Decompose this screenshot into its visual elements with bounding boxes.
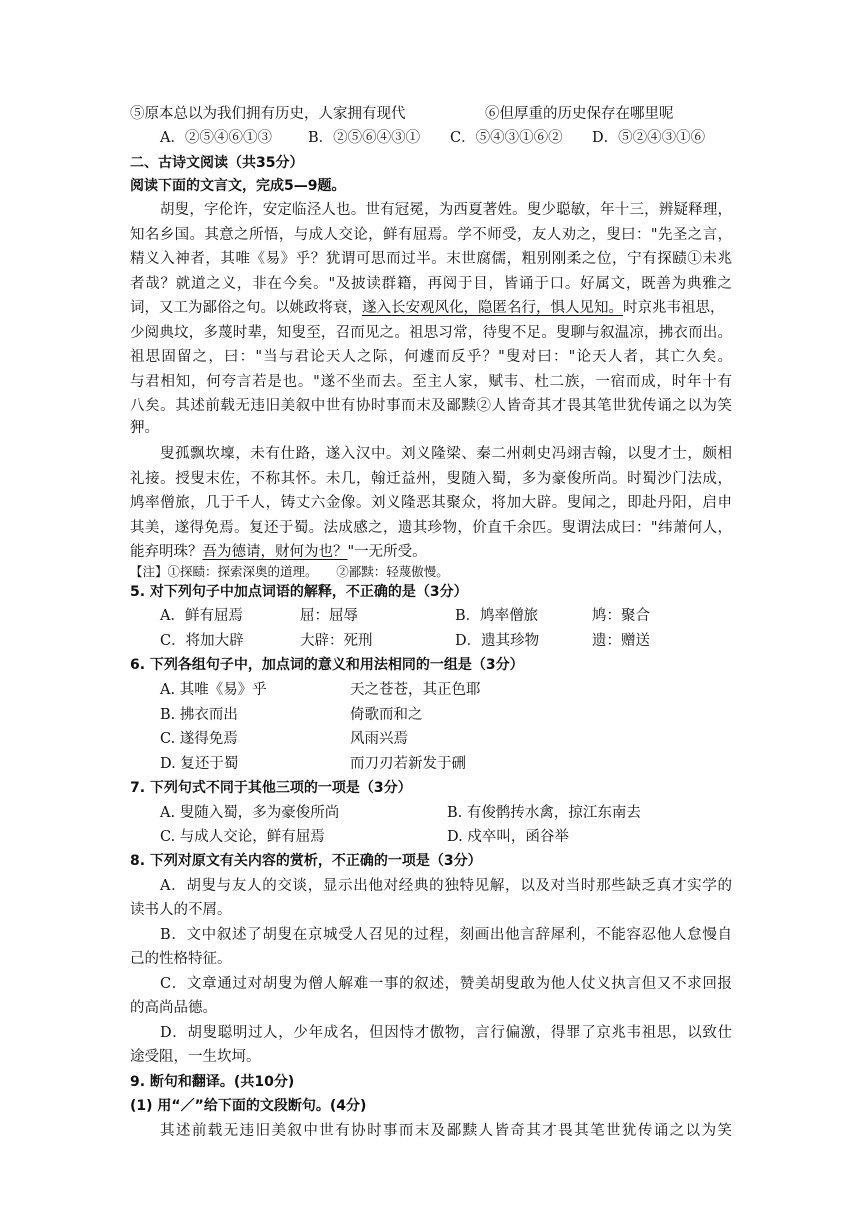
q5-option-d-gloss: 遗：赠送 — [592, 633, 650, 649]
q6-pair-a-left: A. 其唯《易》乎 — [160, 682, 267, 698]
q8-option-a: A．胡叟与友人的交谈，显示出他对经典的独特见解，以及对当时那些缺乏真才实学的 — [160, 878, 732, 894]
passage-line: 八矣。其述前载无违旧美叙中世有协时事而末及鄙黩②人皆奇其才畏其笔世犹传诵之以为笑 — [130, 398, 732, 414]
passage-line: 少阅典坟，多蔑时辈，知叟至，召而见之。祖思习常，待叟不足。叟聊与叙温凉，拂衣而出。 — [130, 325, 732, 341]
q4-item-6: ⑥但厚重的历史保存在哪里呢 — [485, 106, 674, 122]
q5-option-b-gloss: 鸠：聚合 — [592, 608, 650, 624]
passage-line: 叟孤飘坎壈，未有仕路，遂入汉中。刘义隆梁、秦二州刺史冯翊吉翰，以叟才士，颇相 — [160, 446, 732, 462]
underlined-sentence-1: 遂入长安观风化，隐匿名行，惧人见知。 — [362, 300, 623, 316]
passage-line: 者哉？就道之义，非在今矣。"及披读群籍，再阅于目，皆诵于口。好属文，既善为典雅之 — [130, 276, 732, 292]
q6-pair-a-right: 天之苍苍，其正色耶 — [350, 682, 481, 698]
passage-note: 【注】①探赜：探索深奥的道理。 ②鄙黩：轻蔑傲慢。 — [130, 564, 449, 579]
q8-option-a-cont: 读书人的不屑。 — [130, 902, 232, 918]
q8-option-d: D．胡叟聪明过人，少年成名，但因恃才傲物，言行偏激，得罪了京兆韦祖思，以致仕 — [160, 1025, 732, 1041]
passage-instruction: 阅读下面的文言文，完成5—9题。 — [130, 178, 346, 194]
q8-option-c-cont: 的高尚品德。 — [130, 1000, 217, 1016]
q5-stem: 5. 对下列句子中加点词语的解释，不正确的是（3分） — [130, 584, 468, 600]
q6-pair-d-right: 而刀刃若新发于硎 — [350, 756, 466, 772]
q4-item-5: ⑤原本总以为我们拥有历史，人家拥有现代 — [130, 106, 406, 122]
passage-line: 其美，遂得免焉。复还于蜀。法成感之，遗其珍物，价直千余匹。叟谓法成曰："纬萧何人， — [130, 520, 732, 536]
q6-pair-b-right: 倚歌而和之 — [350, 707, 423, 723]
q8-option-b: B．文中叙述了胡叟在京城受人召见的过程，刻画出他言辞犀利，不能容忍他人怠慢自 — [160, 927, 732, 943]
q9-text: 其述前载无违旧美叙中世有协时事而末及鄙黩人皆奇其才畏其笔世犹传诵之以为笑 — [160, 1123, 732, 1139]
passage-text: 词，又工为鄙俗之句。以姚政将衰， — [130, 300, 362, 316]
q4-option-c: C．⑤④③①⑥② — [450, 130, 563, 146]
q9-sub1: (1) 用“／”给下面的文段断句。(4分) — [130, 1098, 367, 1114]
q6-pair-c-right: 风雨兴焉 — [350, 731, 408, 747]
q7-option-a: A. 叟随入蜀，多为豪俊所尚 — [160, 805, 340, 821]
passage-line — [130, 542, 732, 562]
q7-option-c: C. 与成人交论，鲜有屈焉 — [160, 829, 325, 845]
passage-line: 礼接。授叟末佐，不称其怀。未几，翰迁益州，叟随入蜀，多为豪俊所尚。时蜀沙门法成， — [130, 471, 732, 487]
q8-option-d-cont: 途受阻，一生坎坷。 — [130, 1049, 261, 1065]
passage-line: 狎。 — [130, 420, 159, 436]
passage-text: 能弃明珠？ — [130, 544, 203, 560]
passage-text: 时京兆韦祖思， — [623, 300, 725, 316]
underlined-sentence-2: 吾为德请，财何为也？ — [202, 544, 348, 560]
passage-line: 胡叟，字伦许，安定临泾人也。世有冠冕，为西夏著姓。叟少聪敏，年十三，辨疑释理， — [160, 202, 732, 218]
q5-option-c: C．将加大辟 — [160, 633, 244, 649]
q5-option-b: B．鸠率僧旅 — [455, 608, 539, 624]
q7-stem: 7. 下列句式不同于其他三项的一项是（3分） — [130, 780, 412, 796]
q6-stem: 6. 下列各组句子中，加点词的意义和用法相同的一组是（3分） — [130, 657, 524, 673]
q8-option-b-cont: 己的性格特征。 — [130, 951, 232, 967]
passage-line: 祖思固留之，曰："当与君论天人之际，何遽而反乎？"叟对曰："论天人者，其亡久矣。 — [130, 349, 732, 365]
passage-text: "一无所受。 — [347, 544, 427, 560]
q5-option-a-gloss: 屈：屈辱 — [300, 608, 358, 624]
passage-line: 鸠率僧旅，几于千人，铸丈六金像。刘义隆恶其聚众，将加大辟。叟闻之，即赴丹阳，启申 — [130, 495, 732, 511]
q7-option-d: D. 戍卒叫，函谷举 — [447, 829, 569, 845]
q6-pair-b-left: B. 拂衣而出 — [160, 707, 238, 723]
q6-pair-d-left: D. 复还于蜀 — [160, 756, 239, 772]
q7-option-b: B. 有俊鹘抟水禽，掠江东南去 — [447, 805, 641, 821]
q4-option-a: A．②⑤④⑥①③ — [160, 130, 272, 146]
q8-stem: 8. 下列对原文有关内容的赏析，不正确的一项是（3分） — [130, 853, 482, 869]
q5-option-a: A．鲜有屈焉 — [160, 608, 243, 624]
q5-option-c-gloss: 大辟：死刑 — [300, 633, 373, 649]
q5-option-d: D．遗其珍物 — [455, 633, 540, 649]
section-2-title: 二、古诗文阅读（共35分） — [130, 155, 304, 171]
q6-pair-c-left: C. 遂得免焉 — [160, 731, 238, 747]
q9-stem: 9. 断句和翻译。(共10分) — [130, 1074, 295, 1090]
q4-option-b: B．②⑤⑥④③① — [308, 130, 421, 146]
passage-line: 精义入神者，其唯《易》乎？犹谓可思而过半。末世腐儒，粗别刚柔之位，宁有探赜①未兆 — [130, 251, 732, 267]
q4-option-d: D．⑤②④③①⑥ — [592, 130, 706, 146]
passage-line: 与君相知，何夸言若是也。"遂不坐而去。至主人家，赋韦、杜二族，一宿而成，时年十有 — [130, 374, 732, 390]
q8-option-c: C．文章通过对胡叟为僧人解难一事的叙述，赞美胡叟敢为他人仗义执言但又不求回报 — [160, 976, 732, 992]
passage-line — [130, 298, 732, 318]
passage-line: 知名乡国。其意之所悟，与成人交论，鲜有屈焉。学不师受，友人劝之，叟曰："先圣之言， — [130, 227, 732, 243]
